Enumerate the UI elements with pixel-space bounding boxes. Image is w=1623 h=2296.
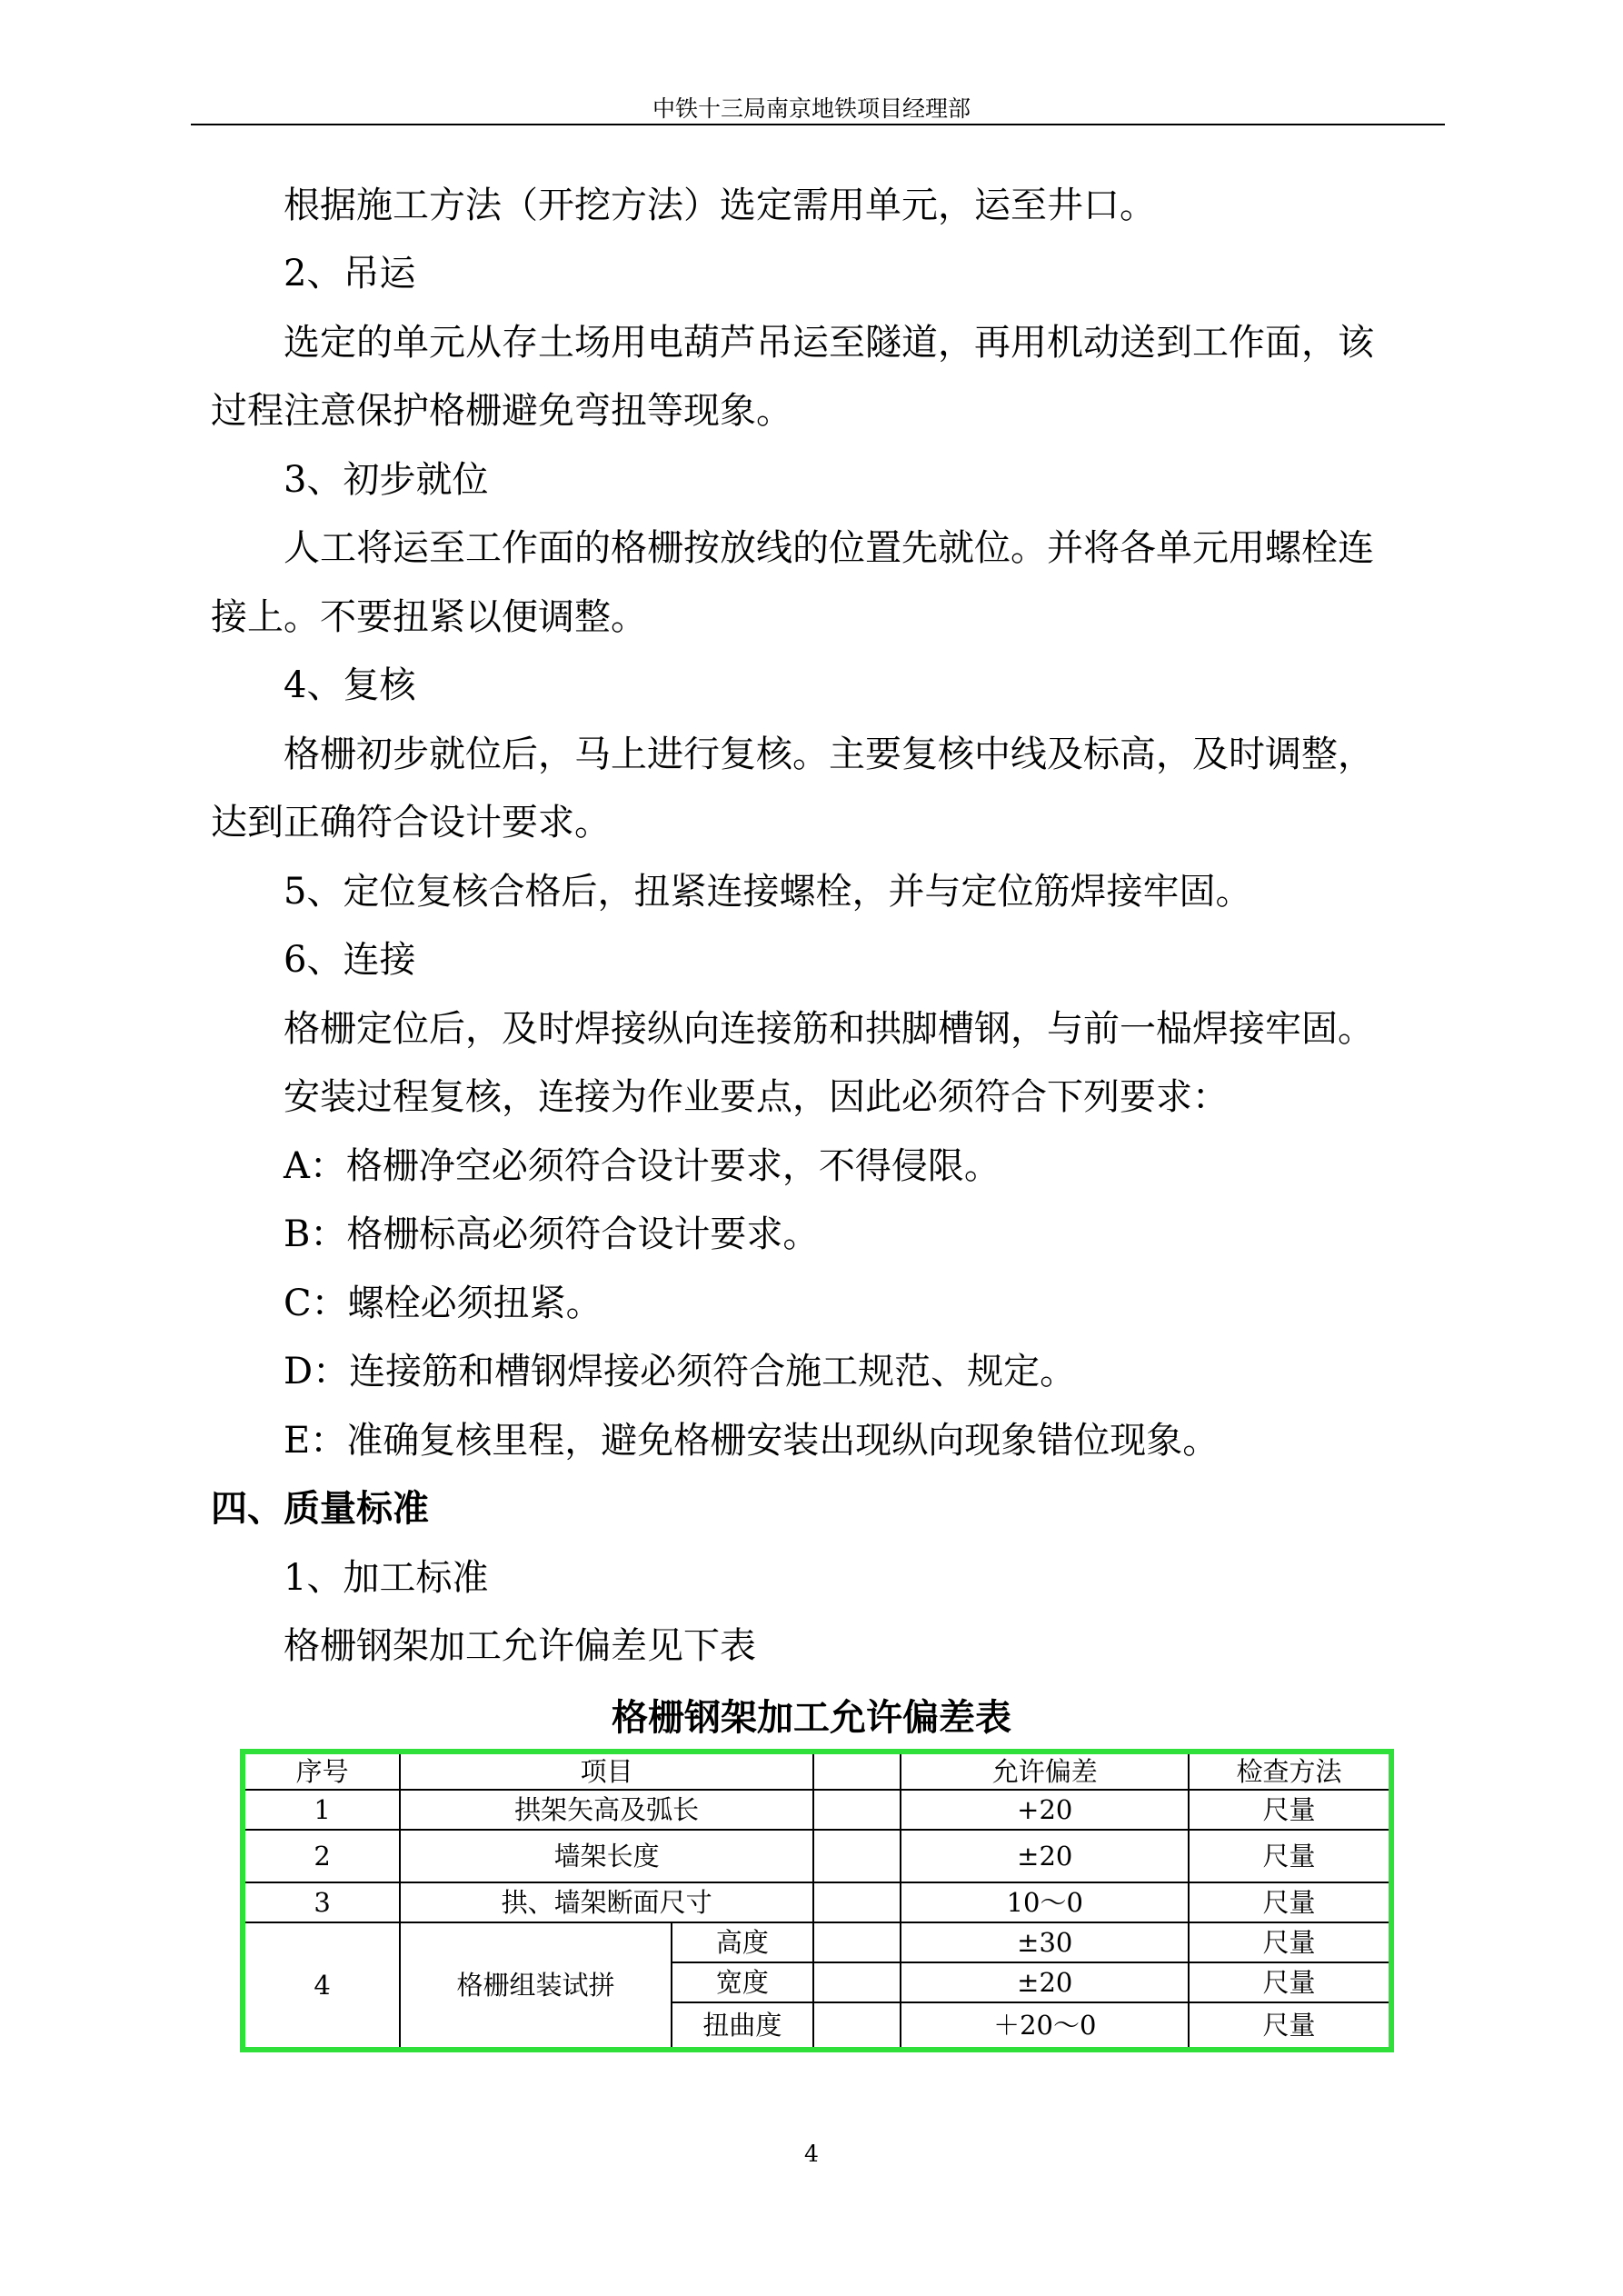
table-row (243, 1790, 1391, 1830)
page-number: 4 (804, 2141, 819, 2167)
header-blank (813, 1752, 901, 1790)
table-header-row (243, 1752, 1391, 1790)
cell-blank (813, 2002, 901, 2050)
cell-method: 尺量 (1189, 1962, 1391, 2002)
header-item: 项目 (400, 1752, 813, 1790)
cell-method: 尺量 (1189, 1922, 1391, 1962)
header-rule (191, 124, 1445, 125)
section-item: 4、复核 (284, 664, 416, 706)
cell-no: 2 (243, 1830, 400, 1882)
paragraph: 安装过程复核，连接为作业要点，因此必须符合下列要求： (284, 1076, 1229, 1118)
section-item: 3、初步就位 (284, 459, 489, 501)
cell-tolerance: ±20 (901, 1962, 1189, 2002)
cell-item: 格栅组装试拼 (400, 1922, 672, 2050)
cell-item: 墙架长度 (400, 1830, 813, 1882)
cell-tolerance: +20 (901, 1790, 1189, 1830)
cell-subitem: 宽度 (672, 1962, 813, 2002)
header-tolerance: 允许偏差 (901, 1752, 1189, 1790)
header-method: 检查方法 (1189, 1752, 1391, 1790)
section-item: 2、吊运 (284, 253, 416, 294)
paragraph: 达到正确符合设计要求。 (211, 802, 611, 844)
cell-no: 1 (243, 1790, 400, 1830)
cell-no: 4 (243, 1922, 400, 2050)
cell-blank (813, 1882, 901, 1922)
header-no: 序号 (243, 1752, 400, 1790)
cell-method: 尺量 (1189, 1882, 1391, 1922)
paragraph: 人工将运至工作面的格栅按放线的位置先就位。并将各单元用螺栓连 (284, 527, 1374, 569)
cell-item: 拱架矢高及弧长 (400, 1790, 813, 1830)
cell-blank (813, 1790, 901, 1830)
section-item: 1、加工标准 (284, 1557, 489, 1599)
paragraph: 格栅钢架加工允许偏差见下表 (284, 1625, 756, 1667)
requirement-item: C：螺栓必须扭紧。 (284, 1283, 602, 1324)
requirement-item: D：连接筋和槽钢焊接必须符合施工规范、规定。 (284, 1351, 1077, 1393)
table-title: 格栅钢架加工允许偏差表 (612, 1697, 1011, 1739)
cell-tolerance: 10～0 (901, 1882, 1189, 1922)
cell-blank (813, 1962, 901, 2002)
cell-blank (813, 1830, 901, 1882)
requirement-item: A：格栅净空必须符合设计要求，不得侵限。 (284, 1145, 1001, 1187)
paragraph: 接上。不要扭紧以便调整。 (211, 596, 647, 638)
paragraph: 根据施工方法（开挖方法）选定需用单元，运至井口。 (284, 185, 1156, 226)
paragraph: 格栅定位后，及时焊接纵向连接筋和拱脚槽钢，与前一榀焊接牢固。 (284, 1008, 1374, 1050)
paragraph: 格栅初步就位后，马上进行复核。主要复核中线及标高，及时调整， (284, 734, 1374, 775)
cell-item: 拱、墙架断面尺寸 (400, 1882, 813, 1922)
cell-subitem: 扭曲度 (672, 2002, 813, 2050)
requirement-item: B：格栅标高必须符合设计要求。 (284, 1213, 820, 1255)
cell-method: 尺量 (1189, 1830, 1391, 1882)
cell-method: 尺量 (1189, 2002, 1391, 2050)
cell-no: 3 (243, 1882, 400, 1922)
table-row (243, 1882, 1391, 1922)
page-header: 中铁十三局南京地铁项目经理部 (652, 95, 971, 122)
cell-subitem: 高度 (672, 1922, 813, 1962)
cell-method: 尺量 (1189, 1790, 1391, 1830)
section-item: 6、连接 (284, 939, 416, 981)
paragraph: 选定的单元从存土场用电葫芦吊运至隧道，再用机动送到工作面，该 (284, 322, 1374, 364)
cell-tolerance: ＋20～0 (901, 2002, 1189, 2050)
requirement-item: E：准确复核里程，避免格栅安装出现纵向现象错位现象。 (284, 1420, 1220, 1462)
cell-tolerance: ±30 (901, 1922, 1189, 1962)
cell-tolerance: ±20 (901, 1830, 1189, 1882)
section-heading: 四、质量标准 (211, 1488, 429, 1530)
table-row (243, 1830, 1391, 1882)
table-row (243, 1922, 1391, 1962)
tolerance-table (240, 1749, 1394, 2052)
paragraph: 过程注意保护格栅避免弯扭等现象。 (211, 390, 792, 432)
section-item: 5、定位复核合格后，扭紧连接螺栓，并与定位筋焊接牢固。 (284, 871, 1252, 913)
cell-blank (813, 1922, 901, 1962)
